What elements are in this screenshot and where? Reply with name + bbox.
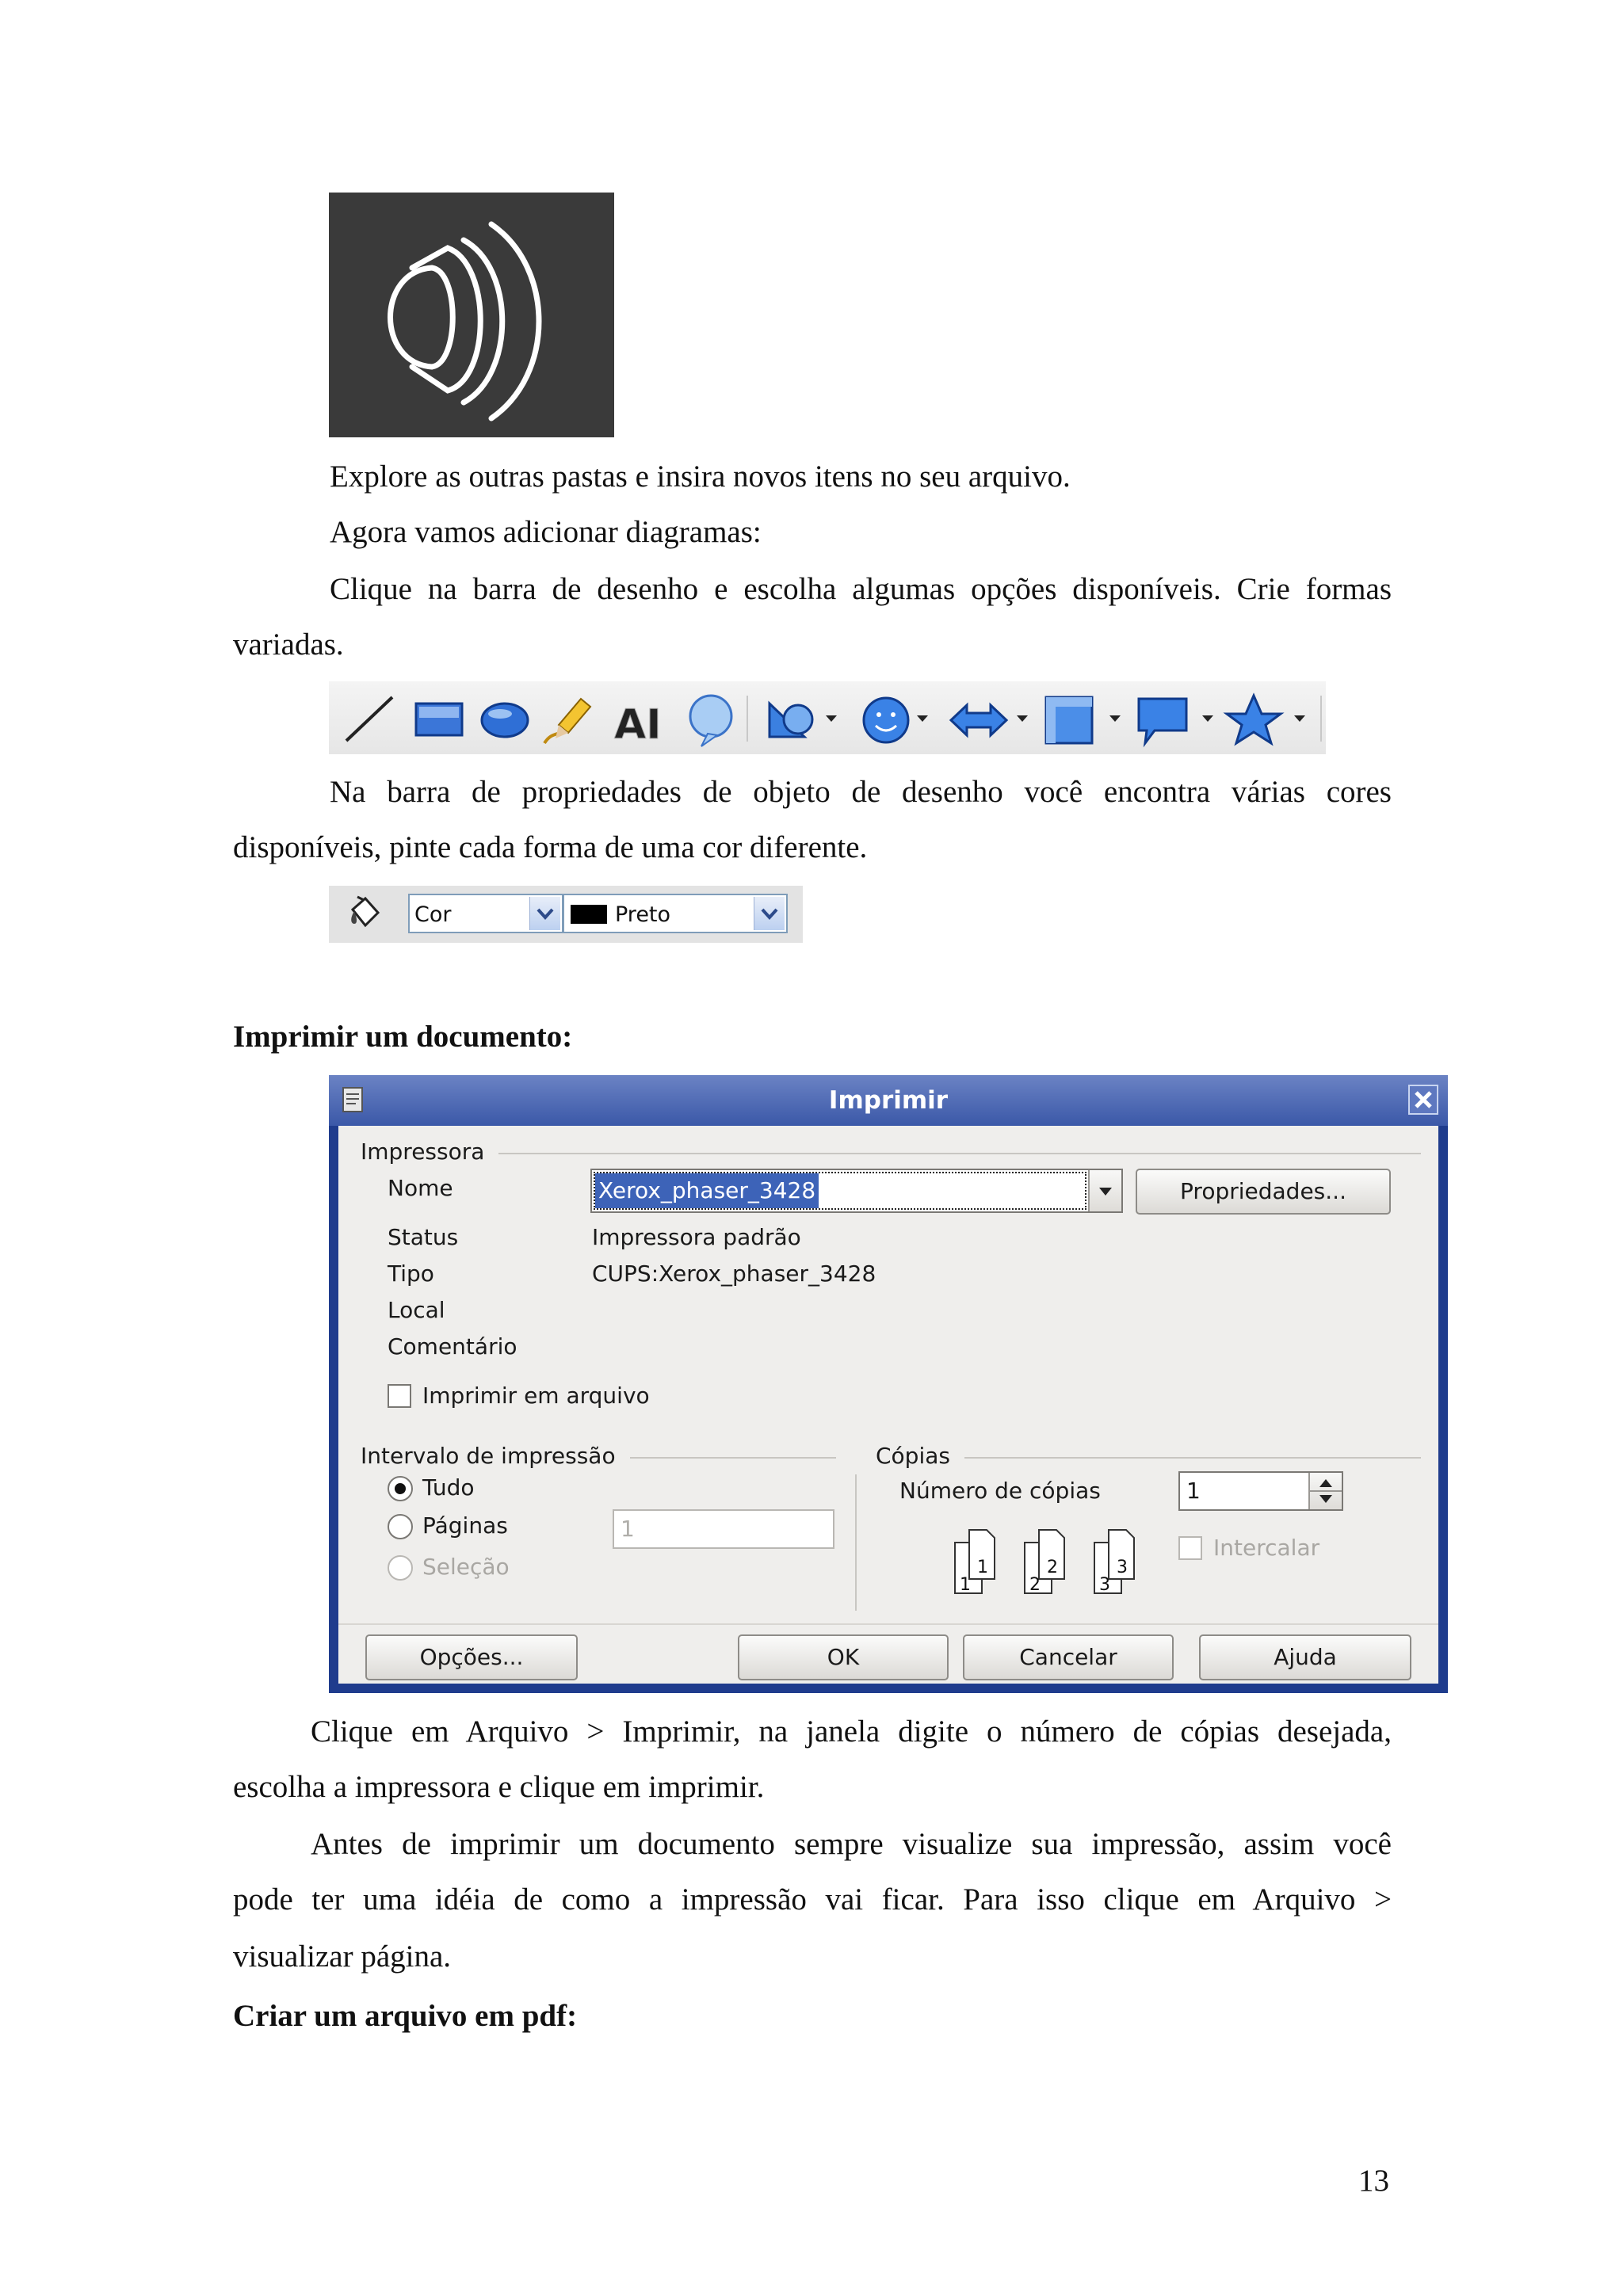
type-label: Tipo	[388, 1261, 434, 1287]
fill-color-combo[interactable]: Preto	[563, 894, 788, 933]
range-pages-radio[interactable]	[388, 1514, 413, 1539]
printer-name-combo[interactable]: Xerox_phaser_3428	[590, 1169, 1123, 1213]
paragraph-props-line1: Na barra de propriedades de objeto de desenho você encontra várias cores	[330, 775, 1392, 809]
rectangle-icon[interactable]	[416, 704, 462, 735]
dialog-body	[338, 1126, 1438, 1684]
svg-text:3: 3	[1099, 1575, 1110, 1595]
paragraph-preview-line2: pode ter uma idéia de como a impressão vai ficar. Para isso clique em Arquivo >	[233, 1882, 1392, 1917]
comment-label: Comentário	[388, 1333, 517, 1360]
collate-checkbox[interactable]	[1178, 1536, 1202, 1560]
group-divider	[498, 1153, 1421, 1154]
help-button[interactable]: Ajuda	[1199, 1634, 1411, 1680]
paragraph-drawbar-line2: variadas.	[233, 627, 344, 662]
print-to-file-label: Imprimir em arquivo	[422, 1383, 650, 1409]
paragraph-diagrams: Agora vamos adicionar diagramas:	[330, 515, 762, 549]
range-pages-label: Páginas	[422, 1512, 508, 1539]
options-button[interactable]: Opções...	[365, 1634, 578, 1680]
area-fill-bucket-icon[interactable]	[346, 895, 381, 933]
drawing-toolbar	[329, 681, 1326, 754]
chevron-down-icon[interactable]	[529, 897, 560, 930]
copies-count-label: Número de cópias	[899, 1478, 1101, 1504]
block-arrows-icon[interactable]	[951, 705, 1028, 735]
flowchart-icon[interactable]	[1046, 697, 1121, 743]
svg-text:3: 3	[1117, 1558, 1128, 1577]
ok-button[interactable]: OK	[738, 1634, 949, 1680]
ellipse-icon[interactable]	[482, 704, 528, 737]
stars-icon[interactable]	[1227, 696, 1305, 743]
group-divider	[630, 1457, 836, 1459]
page-number: 13	[1358, 2164, 1389, 2198]
copies-group-label: Cópias	[876, 1443, 950, 1469]
range-selection-radio[interactable]	[388, 1555, 413, 1581]
basic-shapes-icon[interactable]	[769, 704, 837, 737]
spin-arrows-icon[interactable]	[1308, 1473, 1342, 1509]
range-group-label: Intervalo de impressão	[361, 1443, 616, 1469]
callout-text-icon[interactable]	[690, 696, 731, 746]
svg-text:2: 2	[1047, 1558, 1058, 1577]
printer-app-icon	[340, 1085, 369, 1116]
range-all-radio[interactable]	[388, 1476, 413, 1501]
range-selection-label: Seleção	[422, 1554, 510, 1580]
callouts-icon[interactable]	[1139, 699, 1213, 743]
group-separator	[855, 1474, 857, 1611]
paragraph-preview-line1: Antes de imprimir um documento sempre visualize sua impressão, assim você	[311, 1827, 1392, 1861]
area-style-combo[interactable]: Cor	[408, 894, 563, 933]
paragraph-props-line2: disponíveis, pinte cada forma de uma cor diferente.	[233, 830, 868, 864]
paragraph-preview-line3: visualizar página.	[233, 1939, 452, 1974]
print-to-file-checkbox[interactable]	[388, 1384, 411, 1408]
close-icon	[1410, 1086, 1437, 1113]
location-label: Local	[388, 1297, 445, 1323]
properties-button[interactable]: Propriedades...	[1136, 1169, 1391, 1215]
speaker-icon	[329, 193, 614, 437]
fontwork-icon[interactable]	[614, 701, 662, 749]
dialog-titlebar: Imprimir	[329, 1075, 1448, 1126]
svg-text:1: 1	[960, 1575, 971, 1595]
color-swatch	[571, 905, 607, 924]
chevron-down-icon[interactable]	[754, 897, 785, 930]
status-label: Status	[388, 1224, 459, 1250]
pages-input[interactable]: 1	[613, 1509, 834, 1549]
svg-text:1: 1	[977, 1558, 988, 1577]
line-icon[interactable]	[346, 697, 392, 741]
speaker-sound-image	[329, 193, 614, 437]
print-dialog	[329, 1075, 1448, 1693]
cancel-button[interactable]: Cancelar	[963, 1634, 1174, 1680]
paragraph-print-line1: Clique em Arquivo > Imprimir, na janela digite o número de cópias desejada,	[311, 1714, 1392, 1749]
group-divider	[964, 1457, 1421, 1459]
symbol-shapes-icon[interactable]	[864, 698, 928, 742]
freeform-icon[interactable]	[544, 699, 590, 743]
button-divider	[338, 1623, 1438, 1625]
heading-print: Imprimir um documento:	[233, 1020, 573, 1054]
printer-group-label: Impressora	[361, 1138, 485, 1165]
svg-text:2: 2	[1029, 1575, 1041, 1595]
collate-pages-icon	[941, 1519, 1170, 1598]
paragraph-explore: Explore as outras pastas e insira novos itens no seu arquivo.	[330, 460, 1071, 494]
collate-label: Intercalar	[1213, 1535, 1320, 1561]
heading-pdf: Criar um arquivo em pdf:	[233, 1999, 578, 2033]
name-label: Nome	[388, 1175, 453, 1201]
paragraph-drawbar-line1: Clique na barra de desenho e escolha algumas opções disponíveis. Crie formas	[330, 572, 1392, 606]
type-value: CUPS:Xerox_phaser_3428	[592, 1261, 876, 1287]
close-button[interactable]	[1408, 1085, 1438, 1115]
fill-properties-bar	[329, 886, 803, 943]
paragraph-print-line2: escolha a impressora e clique em imprimir.	[233, 1770, 765, 1804]
svg-text:AI: AI	[614, 701, 662, 749]
copies-spinbox[interactable]: 1	[1178, 1471, 1343, 1511]
status-value: Impressora padrão	[592, 1224, 801, 1250]
chevron-down-icon[interactable]	[1088, 1170, 1121, 1211]
range-all-label: Tudo	[422, 1474, 475, 1501]
